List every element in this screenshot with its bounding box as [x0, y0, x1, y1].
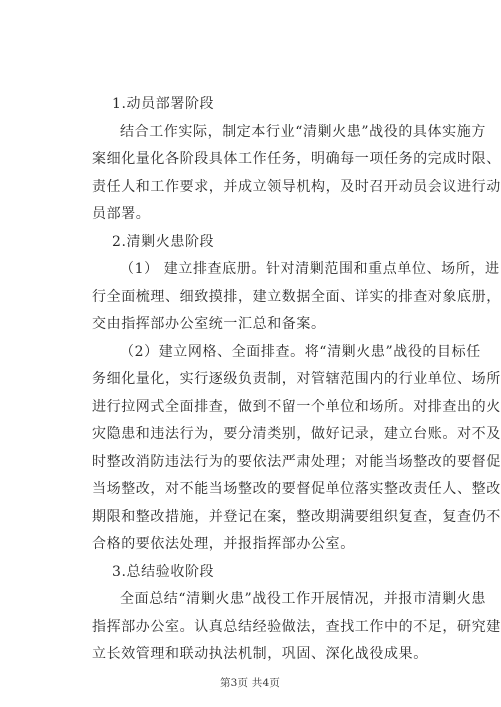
- text-line: 合格的要依法处理，并报指挥部办公室。: [92, 536, 355, 552]
- text-line: 进行拉网式全面排查，做到不留一个单位和场所。对排查出的火: [92, 398, 501, 415]
- text-line: 灾隐患和违法行为，要分清类别，做好记录，建立台账。对不及: [92, 426, 501, 442]
- text-line: 立长效管理和联动执法机制，巩固、深化战役成果。: [92, 646, 428, 662]
- text-line: 时整改消防违法行为的要依法严肃处理；对能当场整改的要督促: [92, 453, 501, 470]
- text-line: 当场整改，对不能当场整改的要督促单位落实整改责任人、整改: [92, 481, 501, 497]
- text-line: （2）建立网格、全面排查。将“清剿火患”战役的目标任: [120, 343, 481, 360]
- text-line: 指挥部办公室。认真总结经验做法，查找工作中的不足，研究建: [92, 618, 501, 635]
- text-line: 结合工作实际，制定本行业“清剿火患”战役的具体实施方: [120, 123, 486, 140]
- text-line: （1） 建立排查底册。针对清剿范围和重点单位、场所，进: [120, 261, 500, 277]
- section-heading-3: 3.总结验收阶段: [112, 563, 215, 580]
- page-footer: 第3页 共4页: [219, 677, 281, 689]
- text-line: 交由指挥部办公室统一汇总和备案。: [92, 316, 326, 332]
- section-heading-2: 2.清剿火患阶段: [112, 233, 215, 250]
- text-line: 责任人和工作要求，并成立领导机构，及时召开动员会议进行动: [92, 178, 501, 195]
- text-line: 行全面梳理、细致摸排，建立数据全面、详实的排查对象底册，: [92, 288, 501, 305]
- text-line: 案细化量化各阶段具体工作任务，明确每一项任务的完成时限、: [92, 151, 501, 167]
- text-line: 员部署。: [92, 206, 151, 222]
- section-2-paragraph-2: [92, 339, 501, 559]
- document-body: [92, 91, 501, 669]
- section-2-paragraph-1: [92, 256, 501, 339]
- text-line: 务细化量化，实行逐级负责制，对管辖范围内的行业单位、场所: [92, 371, 501, 387]
- text-line: 全面总结“清剿火患”战役工作开展情况，并报市清剿火患: [120, 591, 486, 607]
- text-line: 期限和整改措施，并登记在案，整改期满要组织复查，复查仍不: [92, 508, 501, 525]
- section-3-paragraph-1: [92, 586, 501, 669]
- section-1-paragraph-1: [92, 119, 501, 229]
- section-heading-1: 1.动员部署阶段: [112, 96, 215, 112]
